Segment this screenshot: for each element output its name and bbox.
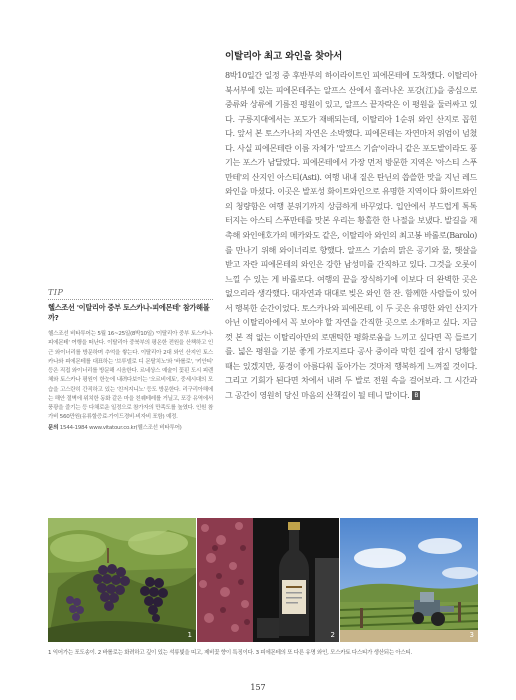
vineyard-illustration: [340, 518, 478, 642]
tip-label: TIP: [48, 288, 213, 300]
end-mark: B: [414, 392, 419, 400]
photo-number: 3: [469, 631, 474, 639]
article-body: [225, 68, 477, 403]
tip-heading: 헬스조선 '이탈리아 중부 토스카나-피에몬테' 참가해볼까?: [48, 303, 210, 322]
grapes-illustration: [48, 518, 196, 642]
tip-contact-label: 문의: [48, 424, 59, 431]
article-title: 이탈리아 최고 와인을 찾아서: [225, 51, 343, 62]
article: [225, 48, 477, 403]
photo-number: 1: [187, 631, 192, 639]
tip-body: 헬스조선 비타투어는 5월 16~25일(8박10일) '이탈리아 중부 토스카나-피에몬테' 여행을 떠난다. 이탈리아 중북부의 평온한 전원을 산책하고 인근 와이너리를 방문하며 추억을 쌓는다. 이탈리아 2대 와인 산지인 토스카나와 피에몬테를 대표하는 '브루넬로 디 몬탈치노'와 '바롤로', '키안티' 등은 직접 와이너리를 방문해 시음한다. 르네상스 예술이 꽃핀 도시 피렌체와 토스카나 평원이 한눈에 내려다보이는 '오르비에토', 중세시대의 모습을 고스란히 간직하고 있는 '친저지니노' 등도 방문한다. 리구리아해에는 해안 절벽에 위치한 동화 같은 마을 친퀘테레를 거닐고, 포강 유역에서 풍광을 즐기는 등 다채로운 일정으로 참가자의 만족도를 높였다. 인원 참가비 560만원(유류할증료·가이드경비·비자비 포함) 예정.: [48, 331, 213, 421]
photo-caption: 1 익어가는 포도송이. 2 바롤로는 화려하고 깊이 있는 석류빛을 띠고, 제비꽃 향이 특징이다. 3 피에몬테의 또 다른 유명 와인, 모스카토 다스티가 생산되는 아스티.: [48, 650, 413, 656]
photo-number: 2: [330, 631, 335, 639]
wine-bottle-photo: [197, 518, 339, 642]
vineyard-photo: [340, 518, 478, 642]
tip-box: [48, 288, 213, 433]
tip-contact-text: 1544-1984 www.vitatour.co.kr(헬스조선 비타투어): [59, 424, 182, 431]
wine-bottle-illustration: [197, 518, 339, 642]
page-number: 157: [250, 683, 266, 692]
tip-contact: [48, 424, 213, 433]
grapes-photo: [48, 518, 196, 642]
article-body-text: 8박10일간 일정 중 후반부의 하이라이트인 피에몬테에 도착했다. 이탈리아 북서부에 있는 피에몬테주는 알프스 산에서 흘러나온 포강(江)을 중심으로 중류와 상류에 기름진 평원이 있고, 알프스 끝자락은 이 평원을 둘러싸고 있다. 구릉지대에서는 포도가 재배되는데, 이탈리아 1순위 와인 산지로 꼽힌다. 앞서 본 토스카나의 자연은 소박했다. 피에몬테는 자연마저 위엄이 넘쳤다. 사실 피에몬테란 이름 자체가 '알프스 기슭'이라니 같은 포도밭이라도 풍기는 포스가 남달랐다. 피에몬테에서 가장 먼저 방문한 지역은 '아스티 스푸만테'의 산지인 아스티(Asti). 여행 내내 짙은 탄닌의 씁쓸한 맛을 지닌 레드와인을 마셨다. 이곳은 발포성 화이트와인으로 유명한 지역이다 화이트와인의 청량함은 여행 분위기까지 상큼하게 바꾸었다. 입안에서 부드럽게 톡톡 터지는 아스티 스푸만테를 맛본 우리는 황홀한 한 나절을 보냈다. 발길을 재촉해 와인애호가의 메카와도 같은, 이탈리아 와인의 최고봉 바롤로(Barolo)를 만나기 위해 와이너리로 향했다. 알프스 기슭의 맑은 공기와 물, 햇살을 받고 자란 피에몬테의 와인은 강한 남성미를 간직하고 있다. 그것을 오롯이 느낄 수 있는 게 바롤로다. 여행의 끝을 장식하기에 이보다 더 완벽한 곳은 없으리라 생각했다. 대자연과 대대로 빚은 와인 한 잔. 함께한 사람들이 있어서 행복한 순간이었다. 토스카나와 피에몬테, 이 두 곳은 유명한 와인 산지가 아닌 이탈리아에서 꼭 보아야 할 자연을 간직한 곳으로 소개하고 싶다. 지금껏 본 적 없는 이탈리아만의 로맨틱한 평화로움을 느끼고 싶다면 꼭 들르기를. 넓은 평원을 기분 좋게 가로지르다 공사 중이라 막힌 길에 잠시 당황할 때는 있겠지만, 풍경이 아름다워 돌아가는 것마저 행복하게 느껴질 것이다. 그리고 기회가 된다면 차에서 내려 두 발로 전원 속을 걸어보라. 그 시간과 그 공간이 영원히 당신 마음의 산책길이 될 테니 말이다.: [225, 70, 477, 401]
